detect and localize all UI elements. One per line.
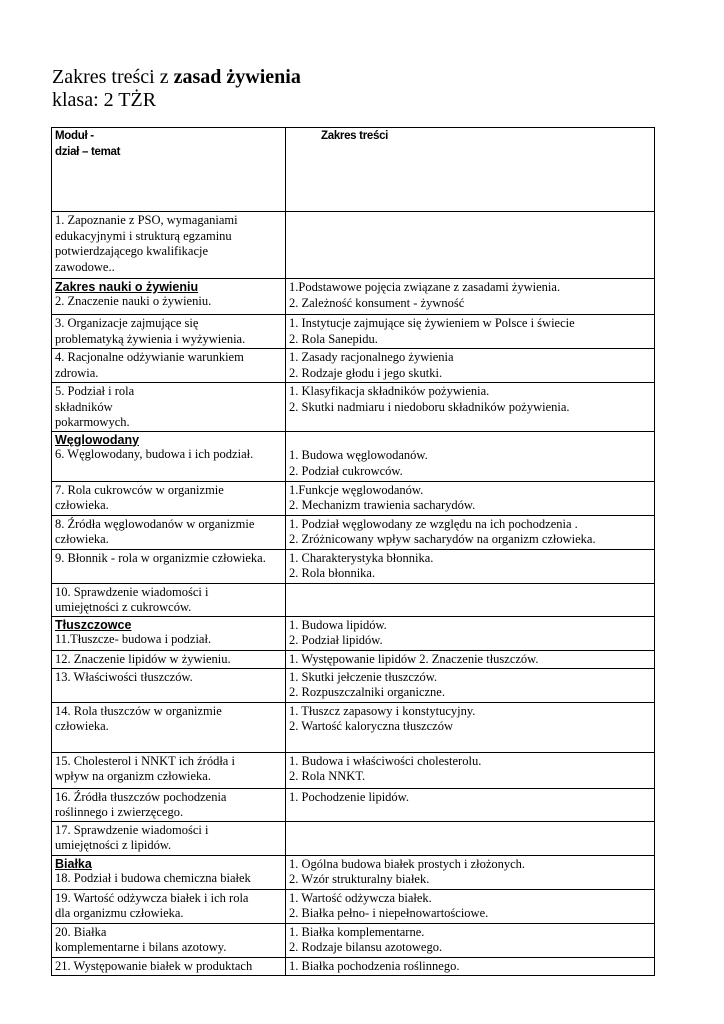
- topic-cell: [52, 383, 286, 432]
- topic-cell: [52, 855, 286, 889]
- scope-line: 1. Białka pochodzenia roślinnego.: [289, 958, 460, 973]
- scope-cell: [286, 957, 655, 975]
- table-row: [52, 212, 655, 279]
- topic-line: 8. Źródła węglowodanów w organizmie: [55, 516, 255, 531]
- topic-line: potwierdzającego kwalifikacje: [55, 244, 209, 258]
- scope-line: 2. Wzór strukturalny białek.: [289, 872, 430, 886]
- scope-line: 1. Pochodzenie lipidów.: [289, 789, 410, 804]
- scope-line: 2. Rola Sanepidu.: [289, 331, 378, 346]
- scope-line: 1. Budowa i właściwości cholesterolu.: [289, 753, 482, 768]
- topic-cell: [52, 788, 286, 821]
- scope-line: 1. Białka komplementarne.: [289, 924, 425, 939]
- scope-line: 2. Rodzaje głodu i jego skutki.: [289, 365, 443, 380]
- topic-cell: [52, 315, 286, 349]
- title-subject: zasad żywienia: [173, 66, 301, 88]
- scope-line: 2. Zależność konsument - żywność: [289, 295, 465, 310]
- topic-line: 6. Węglowodany, budowa i ich podział.: [55, 446, 254, 461]
- topic-line: 7. Rola cukrowców w organizmie: [55, 482, 224, 497]
- section-heading: Węglowodany: [55, 432, 140, 447]
- syllabus-table: [51, 127, 655, 976]
- scope-line: 1.Podstawowe pojęcia związane z zasadami żywienia.: [289, 280, 561, 294]
- scope-line: [289, 433, 651, 449]
- scope-line: 2. Rola błonnika.: [289, 566, 376, 580]
- scope-cell: [286, 583, 655, 616]
- scope-cell: [286, 383, 655, 432]
- topic-line: 9. Błonnik - rola w organizmie człowieka.: [55, 550, 266, 565]
- scope-line: 1. Tłuszcz zapasowy i konstytucyjny.: [289, 703, 476, 718]
- topic-line: 13. Właściwości tłuszczów.: [55, 669, 193, 684]
- scope-line: 1. Klasyfikacja składników pożywienia.: [289, 384, 490, 398]
- title-prefix: Zakres treści z: [52, 66, 174, 88]
- scope-line: 1.Funkcje węglowodanów.: [289, 482, 424, 497]
- table-row: [52, 431, 655, 481]
- topic-line: 21. Występowanie białek w produktach: [55, 958, 253, 973]
- topic-cell: [52, 668, 286, 702]
- topic-line: roślinnego i zwierzęcego.: [55, 805, 184, 819]
- table-row: [52, 889, 655, 923]
- scope-cell: [286, 549, 655, 583]
- scope-cell: [286, 650, 655, 668]
- topic-line: człowieka.: [55, 498, 109, 512]
- topic-cell: [52, 515, 286, 549]
- scope-line: 1. Instytucje zajmujące się żywieniem w Polsce i świecie: [289, 316, 575, 330]
- topic-line: problematyką żywienia i wyżywienia.: [55, 331, 246, 346]
- header-topic: dział – temat: [55, 145, 121, 158]
- scope-cell: [286, 349, 655, 383]
- table-row: [52, 668, 655, 702]
- table-row: [52, 279, 655, 315]
- table-row: [52, 481, 655, 515]
- scope-cell: [286, 702, 655, 752]
- scope-line: 1. Skutki jełczenie tłuszczów.: [289, 669, 438, 684]
- topic-cell: [52, 752, 286, 788]
- topic-line: umiejętności z cukrowców.: [55, 600, 192, 614]
- topic-cell: [52, 279, 286, 315]
- scope-line: 1. Charakterystyka błonnika.: [289, 550, 434, 565]
- table-row: [52, 957, 655, 975]
- topic-line: składników: [55, 399, 113, 414]
- table-body: [52, 212, 655, 976]
- topic-cell: [52, 889, 286, 923]
- table-row: [52, 616, 655, 650]
- topic-cell: [52, 583, 286, 616]
- topic-cell: [52, 616, 286, 650]
- topic-line: człowieka.: [55, 719, 109, 733]
- table-row: [52, 702, 655, 752]
- scope-line: 1. Podział węglowodany ze względu na ich pochodzenia .: [289, 516, 578, 531]
- topic-line: 11.Tłuszcze- budowa i podział.: [55, 631, 212, 646]
- table-header-row: [52, 128, 655, 212]
- section-heading: Białka: [55, 856, 92, 871]
- topic-cell: [52, 923, 286, 957]
- table-row: [52, 349, 655, 383]
- topic-cell: [52, 650, 286, 668]
- scope-line: 2. Rola NNKT.: [289, 769, 366, 783]
- topic-line: 16. Źródła tłuszczów pochodzenia: [55, 789, 227, 804]
- scope-line: 2. Podział cukrowców.: [289, 463, 403, 478]
- section-heading: Tłuszczowce: [55, 617, 132, 632]
- header-scope: Zakres treści: [321, 130, 389, 142]
- scope-cell: [286, 889, 655, 923]
- topic-line: wpływ na organizm człowieka.: [55, 769, 211, 783]
- scope-line: 2. Rodzaje bilansu azotowego.: [289, 940, 443, 954]
- topic-cell: [52, 349, 286, 383]
- scope-line: 2. Białka pełno- i niepełnowartościowe.: [289, 906, 489, 920]
- topic-line: 5. Podział i rola: [55, 384, 135, 398]
- topic-cell: [52, 821, 286, 855]
- topic-line: 19. Wartość odżywcza białek i ich rola: [55, 890, 249, 905]
- scope-cell: [286, 788, 655, 821]
- topic-cell: [52, 702, 286, 752]
- topic-cell: [52, 212, 286, 279]
- topic-line: 18. Podział i budowa chemiczna białek: [55, 870, 251, 885]
- scope-cell: [286, 515, 655, 549]
- table-row: [52, 583, 655, 616]
- scope-line: 2. Zróżnicowany wpływ sacharydów na organizm człowieka.: [289, 532, 596, 546]
- scope-line: 1. Wartość odżywcza białek.: [289, 890, 432, 905]
- topic-line: 20. Białka: [55, 924, 107, 939]
- topic-line: dla organizmu człowieka.: [55, 906, 184, 920]
- topic-line: zawodowe..: [55, 259, 115, 274]
- scope-cell: [286, 431, 655, 481]
- scope-cell: [286, 481, 655, 515]
- scope-cell: [286, 923, 655, 957]
- scope-line: 1. Budowa węglowodanów.: [289, 448, 428, 462]
- title-line: [52, 66, 301, 89]
- topic-line: edukacyjnymi i strukturą egzaminu: [55, 228, 232, 243]
- topic-line: 1. Zapoznanie z PSO, wymaganiami: [55, 213, 238, 227]
- scope-cell: [286, 668, 655, 702]
- topic-line: 10. Sprawdzenie wiadomości i: [55, 584, 209, 599]
- topic-line: zdrowia.: [55, 365, 99, 380]
- topic-cell: [52, 549, 286, 583]
- topic-cell: [52, 957, 286, 975]
- header-module: Moduł -: [55, 130, 94, 142]
- table-row: [52, 855, 655, 889]
- table-row: [52, 821, 655, 855]
- table-row: [52, 315, 655, 349]
- table-row: [52, 752, 655, 788]
- scope-line: 2. Wartość kaloryczna tłuszczów: [289, 719, 453, 733]
- scope-line: 1. Ogólna budowa białek prostych i złożonych.: [289, 856, 526, 871]
- topic-cell: [52, 431, 286, 481]
- scope-line: 2. Mechanizm trawienia sacharydów.: [289, 498, 476, 512]
- topic-line: pokarmowych.: [55, 415, 130, 429]
- topic-cell: [52, 481, 286, 515]
- table-row: [52, 383, 655, 432]
- scope-line: 1. Zasady racjonalnego żywienia: [289, 350, 454, 364]
- topic-line: 15. Cholesterol i NNKT ich źródła i: [55, 753, 235, 768]
- scope-cell: [286, 752, 655, 788]
- scope-line: 1. Budowa lipidów.: [289, 617, 387, 632]
- document-title: [52, 66, 301, 112]
- scope-line: 2. Rozpuszczalniki organiczne.: [289, 685, 445, 699]
- header-scope-cell: [286, 128, 655, 212]
- topic-line: 17. Sprawdzenie wiadomości i: [55, 822, 209, 837]
- scope-cell: [286, 855, 655, 889]
- header-module-cell: [52, 128, 286, 212]
- table-row: [52, 923, 655, 957]
- table-row: [52, 788, 655, 821]
- scope-cell: [286, 616, 655, 650]
- scope-line: 1. Występowanie lipidów 2. Znaczenie tłuszczów.: [289, 651, 539, 666]
- scope-cell: [286, 315, 655, 349]
- scope-cell: [286, 212, 655, 279]
- scope-cell: [286, 279, 655, 315]
- table-row: [52, 549, 655, 583]
- scope-cell: [286, 821, 655, 855]
- topic-line: umiejętności z lipidów.: [55, 838, 172, 852]
- topic-line: 3. Organizacje zajmujące się: [55, 316, 199, 330]
- topic-line: 14. Rola tłuszczów w organizmie: [55, 703, 222, 718]
- topic-line: 4. Racjonalne odżywianie warunkiem: [55, 350, 244, 364]
- table-row: [52, 650, 655, 668]
- section-heading: Zakres nauki o żywieniu: [55, 280, 199, 294]
- topic-line: komplementarne i bilans azotowy.: [55, 940, 227, 954]
- table-row: [52, 515, 655, 549]
- scope-line: 2. Podział lipidów.: [289, 633, 383, 647]
- topic-line: człowieka.: [55, 532, 109, 546]
- topic-line: 2. Znaczenie nauki o żywieniu.: [55, 294, 212, 308]
- scope-line: 2. Skutki nadmiaru i niedoboru składników pożywienia.: [289, 399, 570, 414]
- class-label: klasa: 2 TŻR: [52, 89, 157, 111]
- topic-line: 12. Znaczenie lipidów w żywieniu.: [55, 651, 231, 666]
